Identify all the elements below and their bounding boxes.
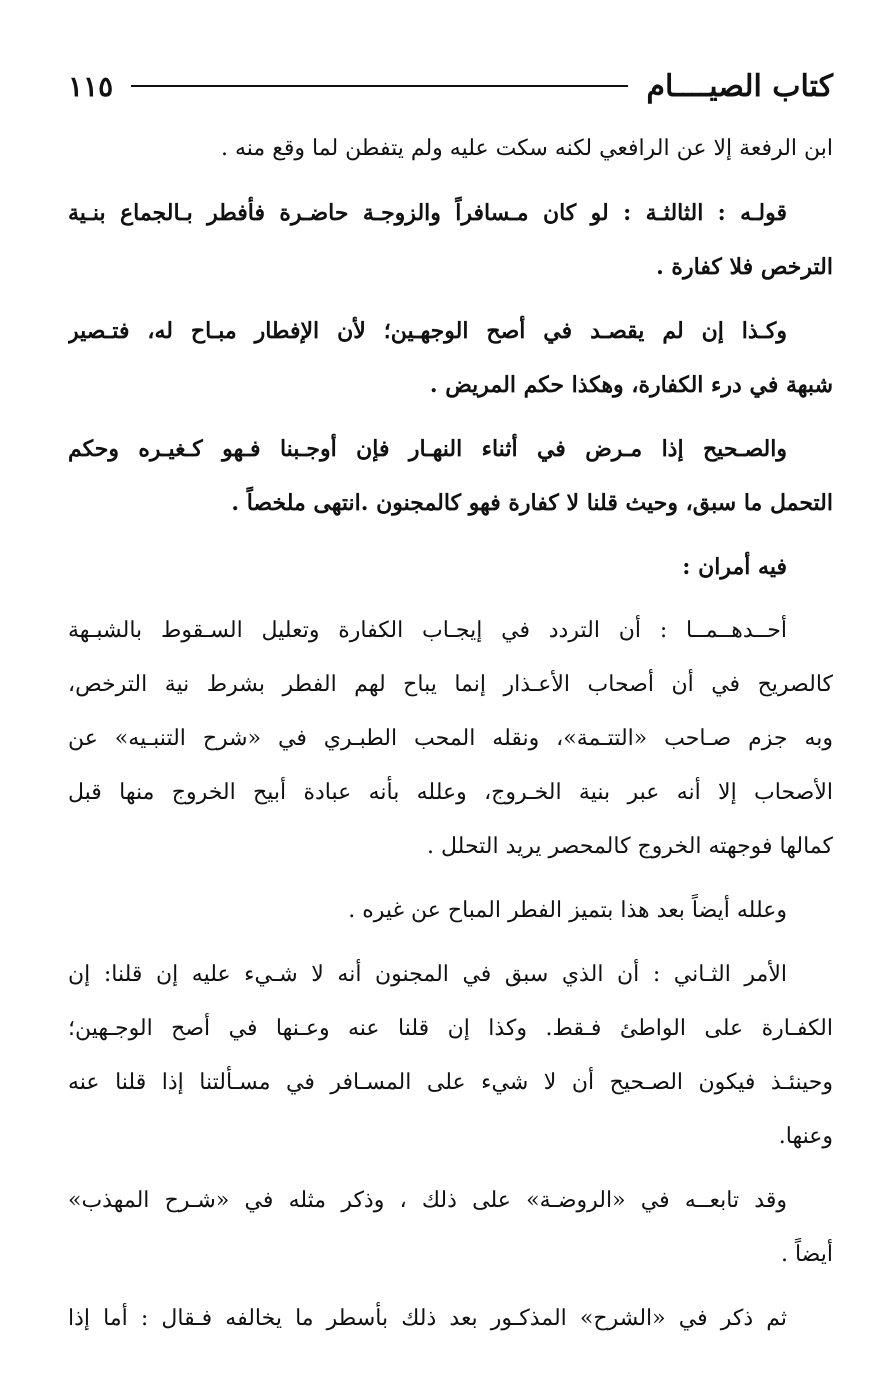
text-line: وكـذا إن لم يقصـد في أصح الوجهـين؛ لأن الإفطار مبـاح له، فتـصير — [68, 318, 787, 344]
text-line: فيه أمران : — [682, 554, 787, 580]
text-line: ابن الرفعة إلا عن الرافعي لكنه سكت عليه ولم يتفطن لما وقع منه . — [221, 136, 833, 161]
text-line: الأمر الثـاني : أن الذي سبق في المجنون أنه لا شـيء عليه إن قلنا: إن — [68, 962, 787, 987]
text-line: كالصريح في أن أصحاب الأعـذار إنما يباح لهم الفطر بشرط نية الترخص، — [68, 672, 833, 697]
text-line: أيضاً . — [780, 1242, 833, 1267]
text-line: الأصحاب إلا أنه عبر بنية الخـروج، وعلله بأنه عبادة أبيح الخروج منها قبل — [68, 780, 833, 805]
text-line: وحينئـذ فيكون الصـحيح أن لا شيء على المسـافر في مسـألتنا إذا قلنا عنه — [68, 1070, 833, 1095]
text-line: وبه جزم صـاحب «التتـمة»، ونقله المحب الطبـري في «شرح التنبـيه» عن — [68, 726, 833, 751]
body-text — [68, 122, 833, 1346]
text-line: ثم ذكر في «الشرح» المذكـور بعد ذلك بأسطر ما يخالفه فـقال : أما إذا — [68, 1306, 787, 1331]
text-line: شبهة في درء الكفارة، وهكذا حكم المريض . — [429, 372, 833, 398]
text-line: قولـه : الثالثـة : لو كان مـسافراً والزوجـة حاضـرة فأفطر بـالجماع بنـية — [68, 200, 787, 226]
book-title: كتاب الصيــــام — [646, 68, 833, 104]
text-line: التحمل ما سبق، وحيث قلنا لا كفارة فهو كالمجنون .انتهى ملخصاً . — [231, 490, 833, 516]
text-line: والصـحيح إذا مـرض في أثناء النهـار فإن أوجـبنا فـهو كـغيـره وحكم — [68, 436, 787, 462]
page-number: ١١٥ — [68, 69, 114, 103]
text-line: الترخص فلا كفارة . — [656, 254, 833, 280]
text-line: وعنها. — [778, 1124, 833, 1149]
text-line: كمالها فوجهته الخروج كالمحصر يريد التحلل . — [427, 834, 833, 859]
text-line: الكفـارة على الواطئ فـقط. وكذا إن قلنا عنه وعـنها في أصح الوجـهين؛ — [68, 1016, 833, 1041]
header-rule — [131, 85, 628, 87]
text-line: وقد تابعــه في «الروضـة» على ذلك ، وذكر مثله في «شـرح المهذب» — [68, 1188, 787, 1213]
text-line: وعلله أيضاً بعد هذا بتميز الفطر المباح عن غيره . — [348, 898, 787, 923]
running-header — [68, 66, 833, 106]
text-line: أحــدهــمــا : أن التردد في إيجـاب الكفارة وتعليل السـقوط بالشبـهة — [68, 618, 787, 643]
